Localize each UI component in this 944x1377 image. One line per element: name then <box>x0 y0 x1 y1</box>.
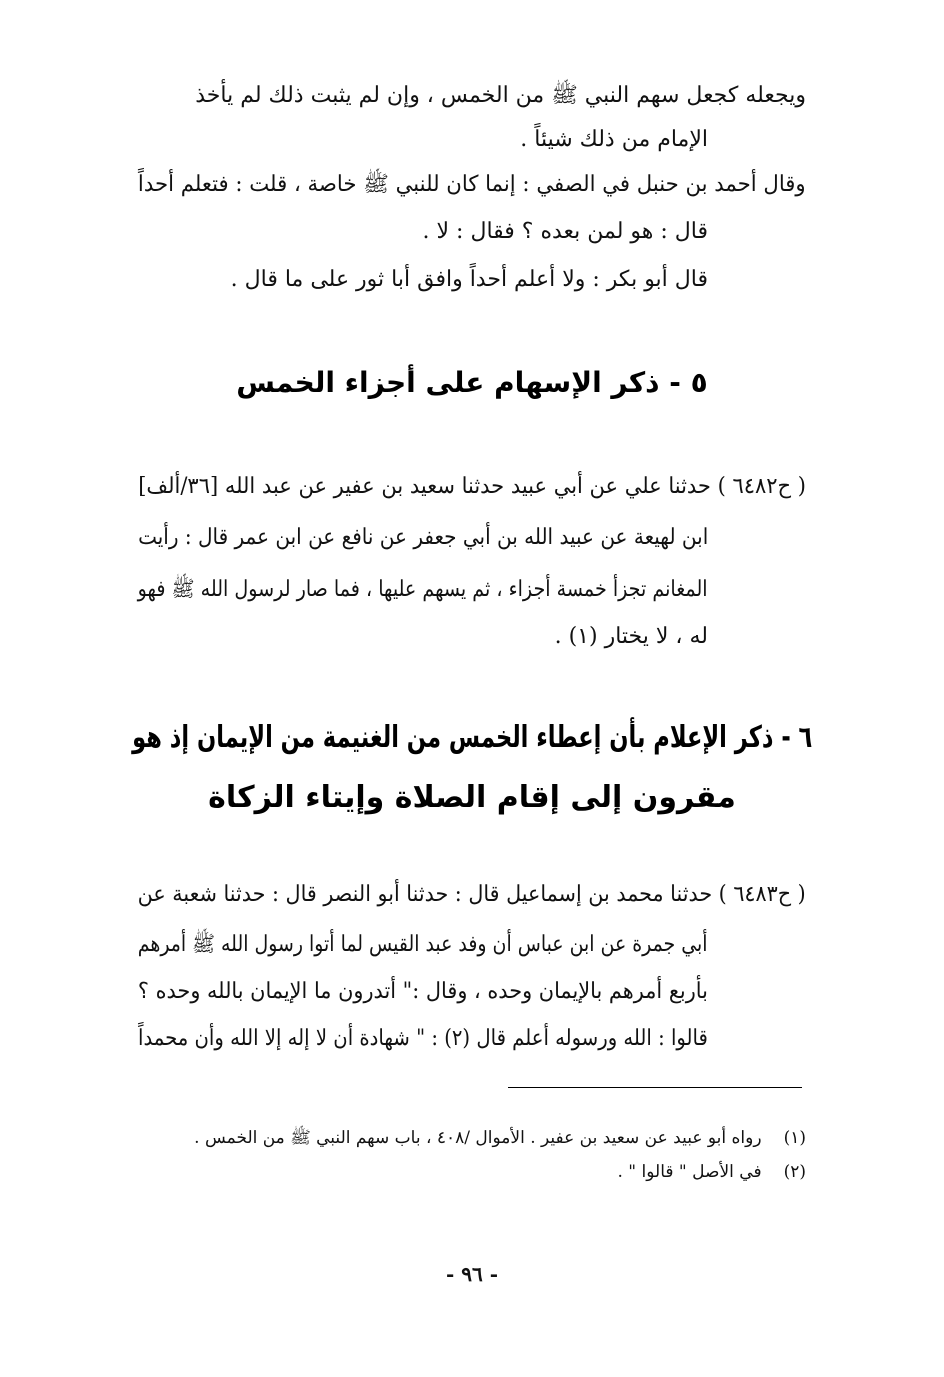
text-line: ويجعله كجعل سهم النبي ﷺ من الخمس ، وإن لم يثبت ذلك لم يأخذ <box>195 83 806 108</box>
footnote <box>194 1123 806 1153</box>
text-line: وقال أحمد بن حنبل في الصفي : إنما كان للنبي ﷺ خاصة ، قلت : فتعلم أحداً <box>138 172 806 197</box>
footnote-text: في الأصل " قالوا " . <box>617 1162 762 1182</box>
text-line: قال : هو لمن بعده ؟ فقال : لا . <box>422 219 708 244</box>
section-heading-line2: مقرون إلى إقام الصلاة وإيتاء الزكاة <box>208 780 736 815</box>
hadith-line: ( ح٦٤٨٣ ) حدثنا محمد بن إسماعيل قال : حدثنا أبو النصر قال : حدثنا شعبة عن <box>137 882 806 907</box>
hadith-line: بأربع أمرهم بالإيمان وحده ، وقال :" أتدرون ما الإيمان بالله وحده ؟ <box>137 979 708 1004</box>
text-line: الإمام من ذلك شيئاً . <box>520 127 708 152</box>
footnote-separator <box>508 1087 802 1088</box>
footnote <box>618 1157 807 1187</box>
footnote-number: (٢) <box>783 1162 806 1182</box>
footnote-text: رواه أبو عبيد عن سعيد بن عفير . الأموال /٤٠٨ ، باب سهم النبي ﷺ من الخمس . <box>194 1128 762 1148</box>
text-line: قال أبو بكر : ولا أعلم أحداً وافق أبا ثور على ما قال . <box>230 267 708 292</box>
hadith-line: ابن لهيعة عن عبيد الله بن أبي جعفر عن نافع عن ابن عمر قال : رأيت <box>137 525 708 550</box>
page-number: - ٩٦ - <box>445 1262 498 1286</box>
hadith-line: المغانم تجزأ خمسة أجزاء ، ثم يسهم عليها ، فما صار لرسول الله ﷺ فهو <box>138 577 708 602</box>
footnote-number: (١) <box>783 1128 806 1148</box>
hadith-line: ( ح٦٤٨٢ ) حدثنا علي عن أبي عبيد حدثنا سعيد بن عفير عن عبد الله [٣٦/ألف] <box>138 474 806 499</box>
hadith-line: قالوا : الله ورسوله أعلم قال (٢) : " شهادة أن لا إله إلا الله وأن محمداً <box>138 1026 708 1051</box>
section-heading: ٦ - ذكر الإعلام بأن إعطاء الخمس من الغنيمة من الإيمان إذ هو <box>131 720 813 755</box>
hadith-line: أبي جمرة عن ابن عباس أن وفد عبد القيس لما أتوا رسول الله ﷺ أمرهم <box>138 932 708 957</box>
hadith-line: له ، لا يختار (١) . <box>554 624 708 649</box>
section-heading: ٥ - ذكر الإسهام على أجزاء الخمس <box>236 366 708 399</box>
